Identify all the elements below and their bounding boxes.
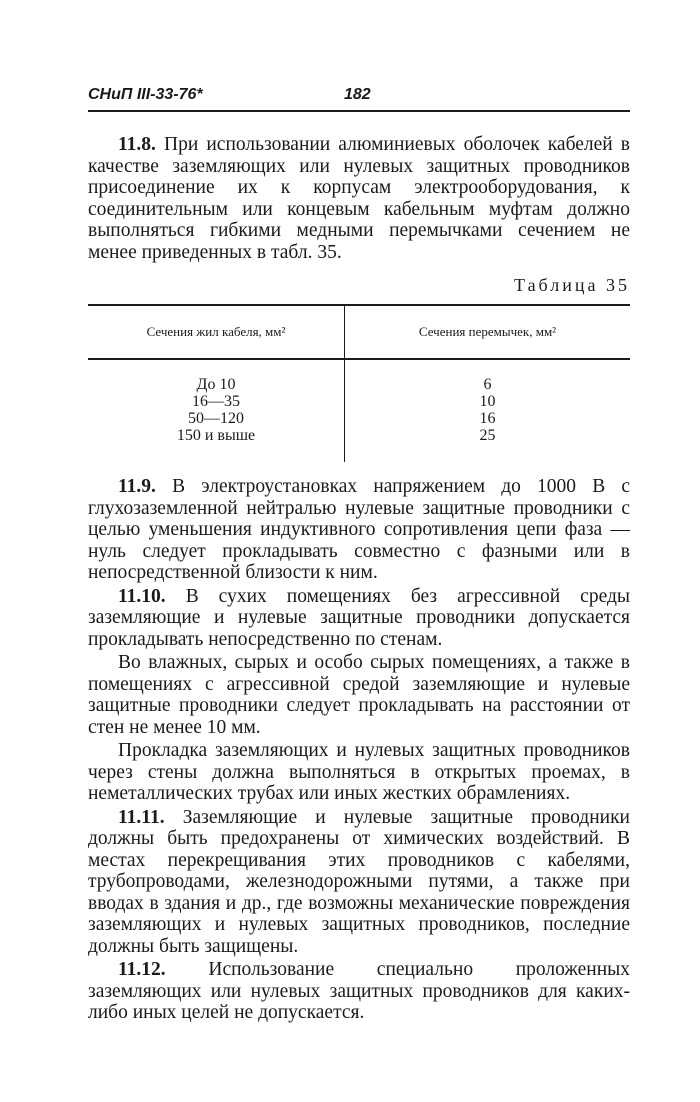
table-row bbox=[88, 410, 630, 427]
document-code: СНиП III-33-76* bbox=[88, 86, 203, 103]
paragraph-text: В сухих помещениях без агрессивной среды заземляющие и нулевые защитные проводники допускается прокладывать непосредственно по стенам. bbox=[88, 585, 630, 650]
table-cell: 6 bbox=[483, 376, 492, 393]
table-cell: 16 bbox=[479, 410, 496, 427]
conductor-section-table bbox=[88, 304, 630, 462]
paragraph-11-9 bbox=[88, 476, 630, 584]
paragraph-text: Заземляющие и нулевые защитные проводники должны быть предохранены от химических воздействий. В местах перекрещивания этих проводников с кабелями, трубопроводами, железнодорожными путями, а также при вводах в здания и др., где возможны механические повреждения заземляющих и нулевых защитных проводников, последние должны быть защищены. bbox=[88, 806, 630, 957]
page-number: 182 bbox=[344, 86, 371, 103]
paragraph-text: Прокладка заземляющих и нулевых защитных проводников через стены должна выполняться в открытых проемах, в неметаллических трубах или иных жестких обрамлениях. bbox=[88, 740, 630, 804]
paragraph-11-8 bbox=[88, 134, 630, 263]
paragraph-number: 11.9. bbox=[118, 476, 156, 497]
paragraph-number: 11.8. bbox=[118, 134, 156, 155]
table-header-row bbox=[88, 305, 630, 359]
table-row bbox=[88, 359, 630, 393]
table-cell: 25 bbox=[479, 427, 496, 444]
column-header-cable-cores: Сечения жил кабеля, мм² bbox=[88, 305, 345, 359]
paragraph-number: 11.10. bbox=[118, 585, 166, 607]
paragraph-text: При использовании алюминиевых оболочек кабелей в качестве заземляющих или нулевых защитных проводников присоединение их к корпусам электрооборудования, к соединительным или концевым кабельным муфтам должно выполняться гибкими медными перемычками сечением не менее приведенных в табл. 35. bbox=[88, 134, 631, 263]
table-cell: 50—120 bbox=[88, 410, 345, 427]
table-cell: 10 bbox=[479, 393, 496, 410]
table-caption: Таблица 35 bbox=[514, 275, 630, 295]
table-row bbox=[88, 427, 630, 462]
running-header bbox=[88, 80, 630, 112]
table-cell: До 10 bbox=[88, 359, 345, 393]
paragraph-number: 11.11. bbox=[118, 806, 165, 828]
paragraph-text: В электроустановках напряжением до 1000 В с глухозаземленной нейтралью нулевые защитные проводники с целью уменьшения индуктивного сопротивления цепи фаза — нуль следует прокладывать совместно с фазными или в непосредственной близости к ним. bbox=[88, 476, 631, 583]
table-cell: 150 и выше bbox=[88, 427, 345, 462]
paragraph-through-walls bbox=[88, 740, 630, 805]
paragraph-number: 11.12. bbox=[118, 959, 166, 980]
paragraph-text: Использование специально проложенных заземляющих или нулевых защитных проводников для каких-либо иных целей не допускается. bbox=[88, 959, 631, 1023]
table-cell: 16—35 bbox=[88, 393, 345, 410]
column-header-jumpers: Сечения перемычек, мм² bbox=[345, 305, 631, 359]
paragraph-11-11 bbox=[88, 807, 630, 958]
paragraph-11-12 bbox=[88, 959, 630, 1024]
document-page bbox=[88, 80, 630, 1024]
body-text bbox=[88, 134, 630, 1024]
paragraph-11-10 bbox=[88, 586, 630, 651]
paragraph-damp-rooms bbox=[88, 652, 630, 738]
table-row bbox=[88, 393, 630, 410]
paragraph-text: Во влажных, сырых и особо сырых помещениях, а также в помещениях с агрессивной средой заземляющие и нулевые защитные проводники следует прокладывать на расстоянии от стен не менее 10 мм. bbox=[88, 652, 630, 738]
